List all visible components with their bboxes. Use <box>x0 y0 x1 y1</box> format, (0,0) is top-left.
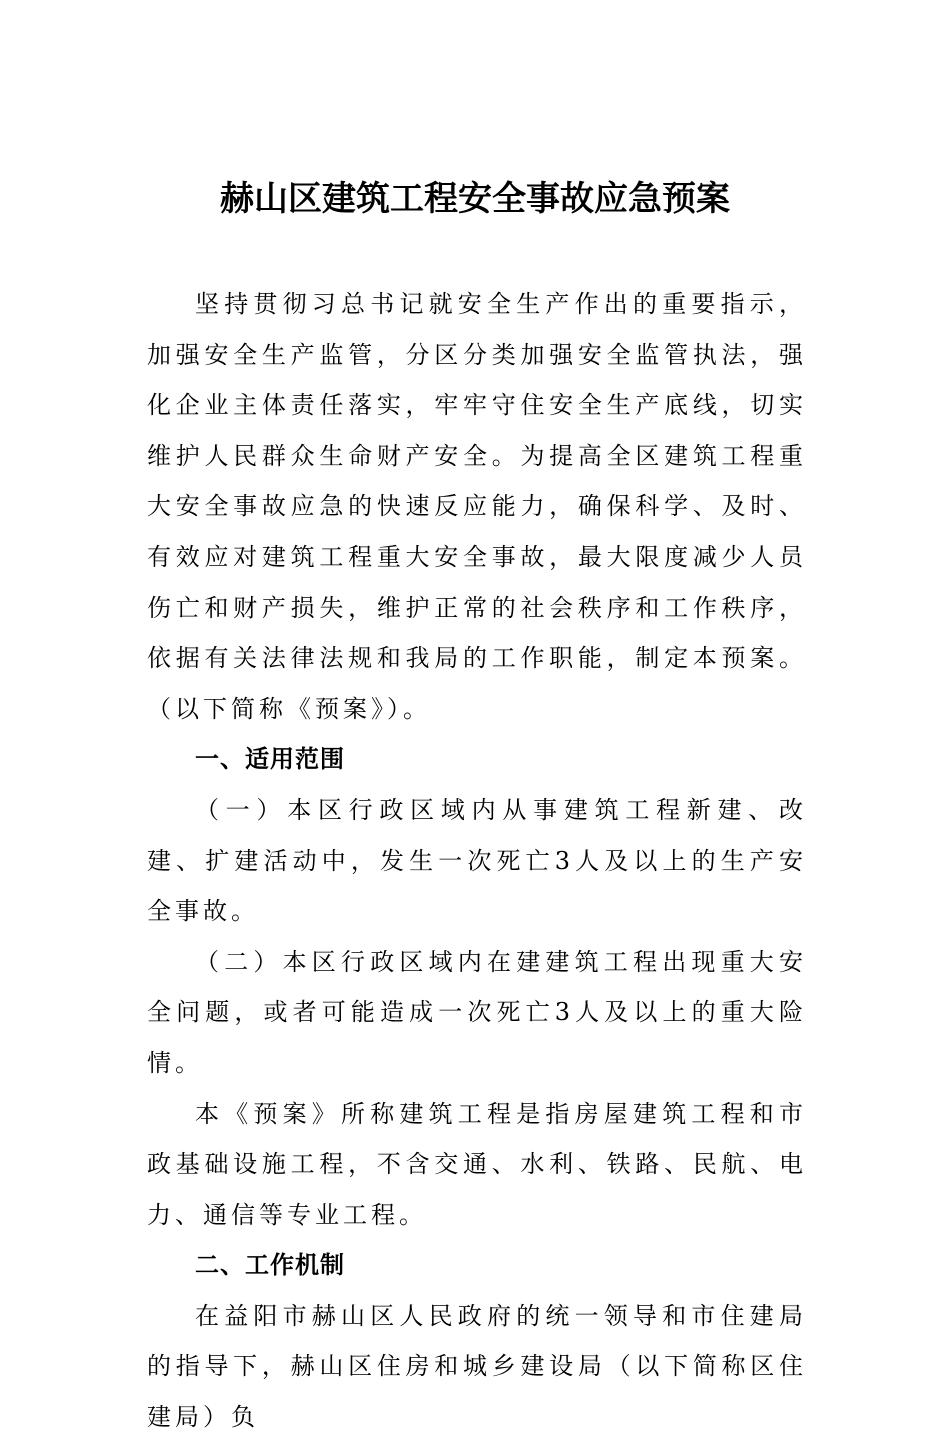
section-heading-scope: 一、适用范围 <box>195 745 345 774</box>
document-title: 赫山区建筑工程安全事故应急预案 <box>220 179 730 219</box>
paragraph-mechanism: 在益阳市赫山区人民政府的统一领导和市住建局的指导下，赫山区住房和城乡建设局（以下简称区住建局）负 <box>147 1301 807 1432</box>
paragraph-scope-1: （一）本区行政区域内从事建筑工程新建、改建、扩建活动中，发生一次死亡3人及以上的生产安全事故。 <box>147 795 807 926</box>
section-heading-mechanism: 二、工作机制 <box>195 1251 345 1280</box>
paragraph-scope-definition: 本《预案》所称建筑工程是指房屋建筑工程和市政基础设施工程，不含交通、水利、铁路、民航、电力、通信等专业工程。 <box>147 1099 807 1229</box>
document-body <box>147 279 807 1443</box>
paragraph-intro: 坚持贯彻习总书记就安全生产作出的重要指示，加强安全生产监管，分区分类加强安全监管执法，强化企业主体责任落实，牢牢守住安全生产底线，切实维护人民群众生命财产安全。为提高全区建筑工程重大安全事故应急的快速反应能力，确保科学、及时、有效应对建筑工程重大安全事故，最大限度减少人员伤亡和财产损失，维护正常的社会秩序和工作秩序，依据有关法律法规和我局的工作职能，制定本预案。（以下简称《预案》）。 <box>147 290 807 723</box>
paragraph-scope-2: （二）本区行政区域内在建建筑工程出现重大安全问题，或者可能造成一次死亡3人及以上的重大险情。 <box>147 947 807 1077</box>
